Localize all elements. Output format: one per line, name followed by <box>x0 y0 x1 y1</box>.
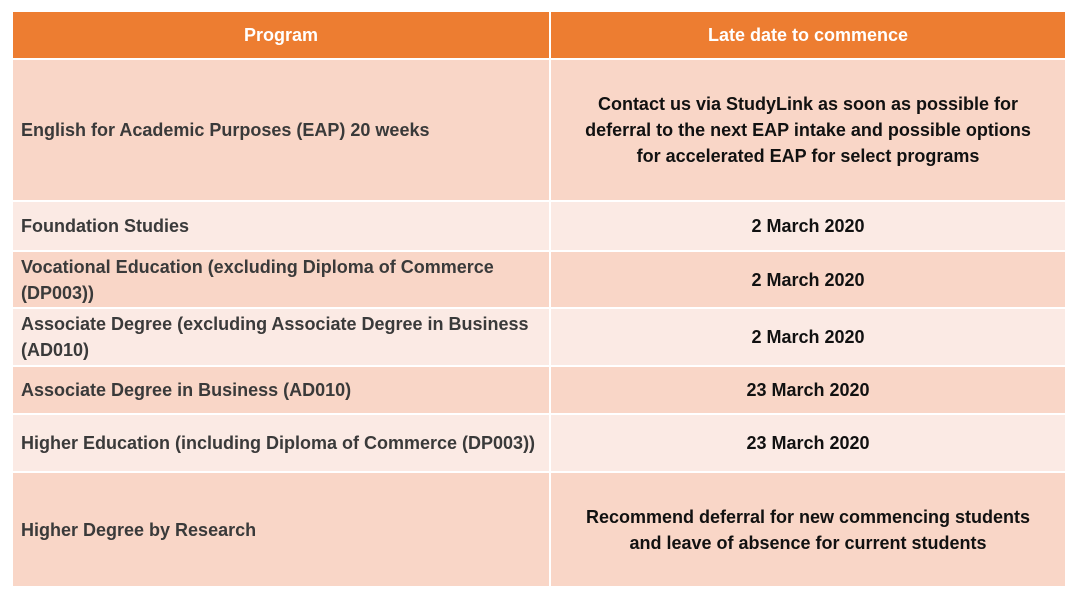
table-row <box>12 366 1066 414</box>
program-cell: Foundation Studies <box>12 201 550 251</box>
table-row <box>12 201 1066 251</box>
header-program: Program <box>12 11 550 59</box>
table-row <box>12 414 1066 472</box>
table-row <box>12 308 1066 366</box>
date-cell: Recommend deferral for new commencing students and leave of absence for current students <box>550 472 1066 587</box>
date-cell: Contact us via StudyLink as soon as possible for deferral to the next EAP intake and possible options for accelerated EAP for select programs <box>550 59 1066 201</box>
program-cell: Associate Degree (excluding Associate Degree in Business (AD010) <box>12 308 550 366</box>
date-cell: 23 March 2020 <box>550 414 1066 472</box>
program-cell: Vocational Education (excluding Diploma of Commerce (DP003)) <box>12 251 550 308</box>
date-cell: 23 March 2020 <box>550 366 1066 414</box>
program-cell: Associate Degree in Business (AD010) <box>12 366 550 414</box>
table-row <box>12 59 1066 201</box>
commencement-table <box>11 10 1067 588</box>
date-cell: 2 March 2020 <box>550 251 1066 308</box>
table-row <box>12 472 1066 587</box>
program-cell: Higher Degree by Research <box>12 472 550 587</box>
date-cell: 2 March 2020 <box>550 308 1066 366</box>
program-cell: English for Academic Purposes (EAP) 20 weeks <box>12 59 550 201</box>
table-header-row <box>12 11 1066 59</box>
table-row <box>12 251 1066 308</box>
date-cell: 2 March 2020 <box>550 201 1066 251</box>
header-late-date: Late date to commence <box>550 11 1066 59</box>
program-cell: Higher Education (including Diploma of Commerce (DP003)) <box>12 414 550 472</box>
